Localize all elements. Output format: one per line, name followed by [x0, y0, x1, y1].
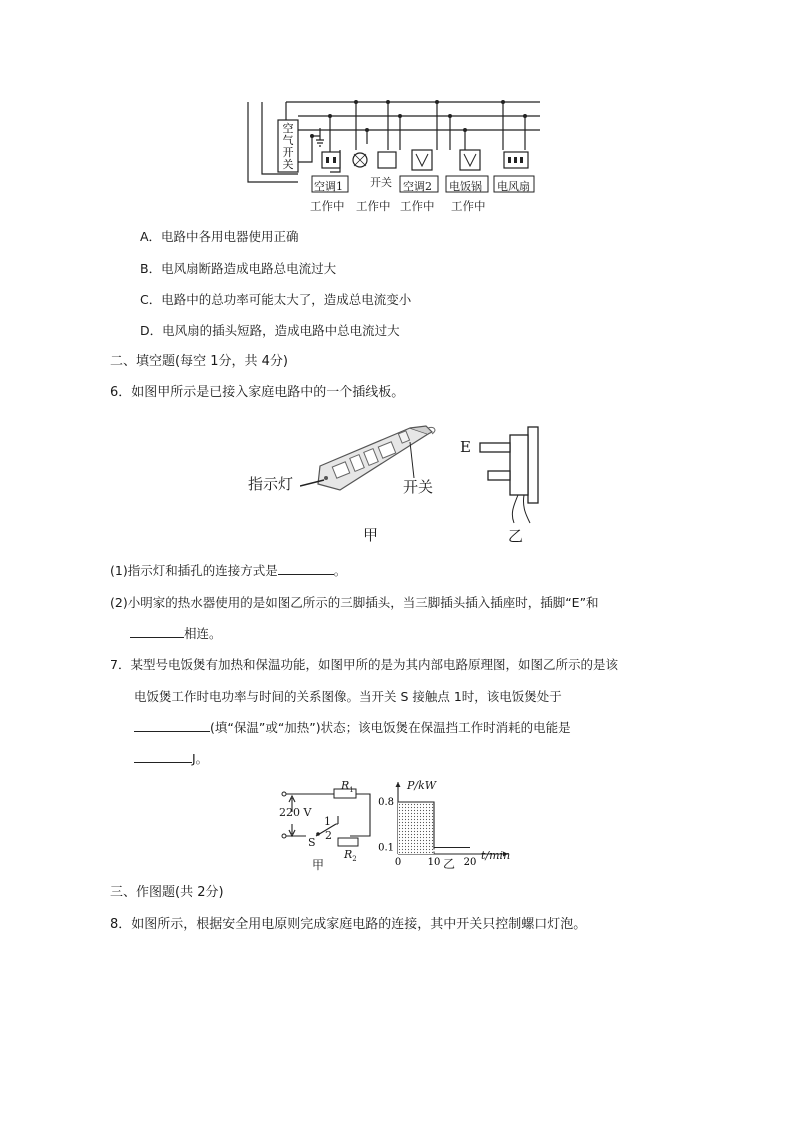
section-fill-in-title: 二、填空题(每空 1分，共 4分): [110, 354, 288, 369]
label-fan: 电风扇: [497, 180, 530, 193]
svg-text:关: 关: [282, 158, 294, 171]
chart-ylabel: P/kW: [407, 779, 437, 792]
option-a: A．电路中各用电器使用正确: [140, 229, 299, 244]
q6-sub1-text: (1)指示灯和插孔的连接方式是: [110, 563, 278, 578]
q7-line3-text: (填“保温”或“加热”)状态；该电饭煲在保温挡工作时消耗的电能是: [210, 720, 571, 735]
q6-sub1-end: 。: [333, 563, 347, 578]
section-drawing-title: 三、作图题(共 2分): [110, 885, 224, 900]
q6-sub2-line2: [130, 625, 222, 643]
q7-blank-2[interactable]: [134, 750, 192, 763]
svg-text:气: 气: [282, 134, 294, 147]
r1-subscript: 1: [349, 786, 354, 795]
switch-label: 开关: [403, 478, 434, 496]
q6-sub1: [110, 562, 346, 580]
status-rice-cooker: 工作中: [451, 199, 486, 213]
q7-line4-text: J。: [192, 751, 209, 766]
label-aircon2: 空调2: [403, 180, 432, 193]
r1-letter: R: [341, 779, 350, 792]
heating-energy-area: [398, 802, 434, 854]
circuit-label-jia: 甲: [312, 858, 325, 872]
switch-pointer-line: [404, 440, 424, 480]
r2-letter: R: [344, 848, 353, 861]
r1-label: [341, 777, 354, 799]
x-tick-label: 0: [394, 857, 402, 868]
q7-blank-1[interactable]: [134, 719, 210, 732]
label-switch: 开关: [370, 176, 392, 189]
option-b: B．电风扇断路造成电路总电流过大: [140, 261, 337, 276]
chart-label-yi: 乙: [443, 857, 456, 871]
x-tick-label: 20: [463, 857, 477, 868]
household-circuit-figure: [240, 98, 550, 218]
y-tick-label: 0.1: [378, 842, 394, 854]
svg-text:开: 开: [282, 146, 294, 159]
x-tick-label: 10: [427, 857, 441, 868]
status-aircon2: 工作中: [400, 199, 435, 213]
indicator-light-label: 指示灯: [248, 475, 294, 493]
figure-label-yi: 乙: [508, 527, 524, 545]
q6-stem: 6．如图甲所示是已接入家庭电路中的一个插线板。: [110, 385, 405, 400]
status-switch: 工作中: [356, 199, 391, 213]
r2-subscript: 2: [352, 855, 357, 864]
three-pin-plug-figure: [470, 425, 550, 525]
q7-line3: [134, 719, 571, 737]
contact-2-label: 2: [325, 829, 332, 842]
q7-line1: 7．某型号电饭煲有加热和保温功能，如图甲所的是为其内部电路原理图，如图乙所示的是该: [110, 657, 618, 672]
status-aircon1: 工作中: [310, 199, 345, 213]
air-switch-label: 空: [282, 122, 294, 135]
q7-line4: [134, 750, 208, 768]
q6-blank-2[interactable]: [130, 625, 184, 638]
switch-s-label: S: [308, 836, 316, 849]
option-c: C．电路中的总功率可能太大了，造成总电流变小: [140, 292, 412, 307]
chart-xlabel: t/min: [481, 849, 511, 862]
q8-stem: 8．如图所示，根据安全用电原则完成家庭电路的连接，其中开关只控制螺口灯泡。: [110, 917, 587, 932]
q7-line2: 电饭煲工作时电功率与时间的关系图像。当开关 S 接触点 1时，该电饭煲处于: [134, 689, 562, 704]
q6-sub2-line1: (2)小明家的热水器使用的是如图乙所示的三脚插头，当三脚插头插入插座时，插脚“E”和: [110, 595, 599, 610]
label-aircon1: 空调1: [314, 180, 343, 193]
option-d: D．电风扇的插头短路，造成电路中总电流过大: [140, 323, 400, 338]
contact-1-label: 1: [324, 815, 331, 828]
y-axis-arrow: [396, 782, 401, 787]
y-tick-label: 0.8: [378, 797, 394, 808]
figure-label-jia: 甲: [363, 526, 379, 544]
label-rice-cooker: 电饭锅: [449, 180, 482, 193]
r2-label: [344, 846, 357, 868]
q6-blank-1[interactable]: [278, 562, 334, 575]
resistor-r2: [338, 838, 358, 846]
pin-e-label: E: [460, 438, 471, 456]
q6-sub2-end: 相连。: [184, 626, 222, 641]
voltage-label: 220 V: [279, 806, 312, 819]
